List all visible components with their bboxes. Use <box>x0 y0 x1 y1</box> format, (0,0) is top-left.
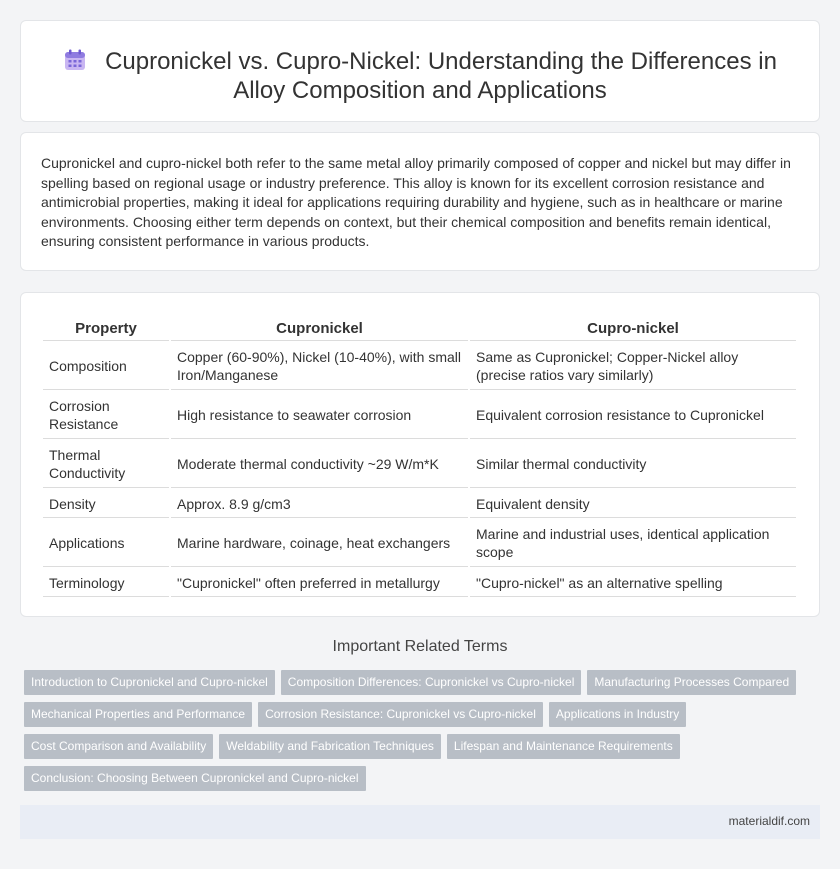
header-property: Property <box>43 317 169 341</box>
related-term-tag[interactable]: Weldability and Fabrication Techniques <box>219 734 441 759</box>
table-cell: Approx. 8.9 g/cm3 <box>171 490 468 518</box>
table-row <box>43 520 796 567</box>
intro-card <box>20 132 820 271</box>
table-cell: Copper (60-90%), Nickel (10-40%), with small Iron/Manganese <box>171 343 468 390</box>
table-cell: "Cupro-nickel" as an alternative spelling <box>470 569 796 597</box>
related-term-tag[interactable]: Corrosion Resistance: Cupronickel vs Cupro-nickel <box>258 702 543 727</box>
table-header-row <box>43 317 796 341</box>
table-cell: Equivalent density <box>470 490 796 518</box>
related-terms-list <box>24 670 814 798</box>
table-cell: Moderate thermal conductivity ~29 W/m*K <box>171 441 468 488</box>
intro-paragraph: Cupronickel and cupro-nickel both refer to the same metal alloy primarily composed of copper and nickel but may differ in spelling based on regional usage or industry preference. This alloy is known for its excellent corrosion resistance and antimicrobial properties, making it ideal for applications requiring durability and hygiene, such as in healthcare or marine environments. Choosing either term depends on context, but their chemical composition and benefits remain identical, ensuring consistent performance in various products. <box>41 155 791 249</box>
table-row <box>43 392 796 439</box>
table-cell: Density <box>43 490 169 518</box>
related-term-tag[interactable]: Composition Differences: Cupronickel vs Cupro-nickel <box>281 670 582 695</box>
table-cell: Same as Cupronickel; Copper-Nickel alloy (precise ratios vary similarly) <box>470 343 796 390</box>
header-cupro-nickel: Cupro-nickel <box>470 317 796 341</box>
table-cell: Thermal Conductivity <box>43 441 169 488</box>
table-cell: Equivalent corrosion resistance to Cupronickel <box>470 392 796 439</box>
table-row <box>43 569 796 597</box>
related-terms-heading: Important Related Terms <box>332 638 508 655</box>
comparison-table <box>41 315 798 599</box>
related-term-tag[interactable]: Mechanical Properties and Performance <box>24 702 252 727</box>
table-cell: Applications <box>43 520 169 567</box>
related-term-tag[interactable]: Conclusion: Choosing Between Cupronickel and Cupro-nickel <box>24 766 366 791</box>
related-term-tag[interactable]: Lifespan and Maintenance Requirements <box>447 734 680 759</box>
table-cell: Marine hardware, coinage, heat exchangers <box>171 520 468 567</box>
table-cell: "Cupronickel" often preferred in metallurgy <box>171 569 468 597</box>
comparison-card <box>20 292 820 617</box>
table-row <box>43 490 796 518</box>
table-row <box>43 343 796 390</box>
table-cell: Composition <box>43 343 169 390</box>
header-card <box>20 20 820 122</box>
table-cell: Similar thermal conductivity <box>470 441 796 488</box>
table-row <box>43 441 796 488</box>
title-line-1: Cupronickel vs. Cupro-Nickel: Understanding the Differences in <box>105 48 777 75</box>
footer-site-link[interactable]: materialdif.com <box>728 814 810 828</box>
table-cell: Terminology <box>43 569 169 597</box>
related-term-tag[interactable]: Cost Comparison and Availability <box>24 734 213 759</box>
footer <box>20 805 820 839</box>
header-cupronickel: Cupronickel <box>171 317 468 341</box>
title-line-2: Alloy Composition and Applications <box>233 77 607 104</box>
calendar-icon <box>63 48 87 72</box>
page-title <box>21 47 819 105</box>
related-term-tag[interactable]: Manufacturing Processes Compared <box>587 670 796 695</box>
table-cell: Marine and industrial uses, identical application scope <box>470 520 796 567</box>
table-cell: High resistance to seawater corrosion <box>171 392 468 439</box>
table-cell: Corrosion Resistance <box>43 392 169 439</box>
related-term-tag[interactable]: Applications in Industry <box>549 702 686 727</box>
related-term-tag[interactable]: Introduction to Cupronickel and Cupro-nickel <box>24 670 275 695</box>
